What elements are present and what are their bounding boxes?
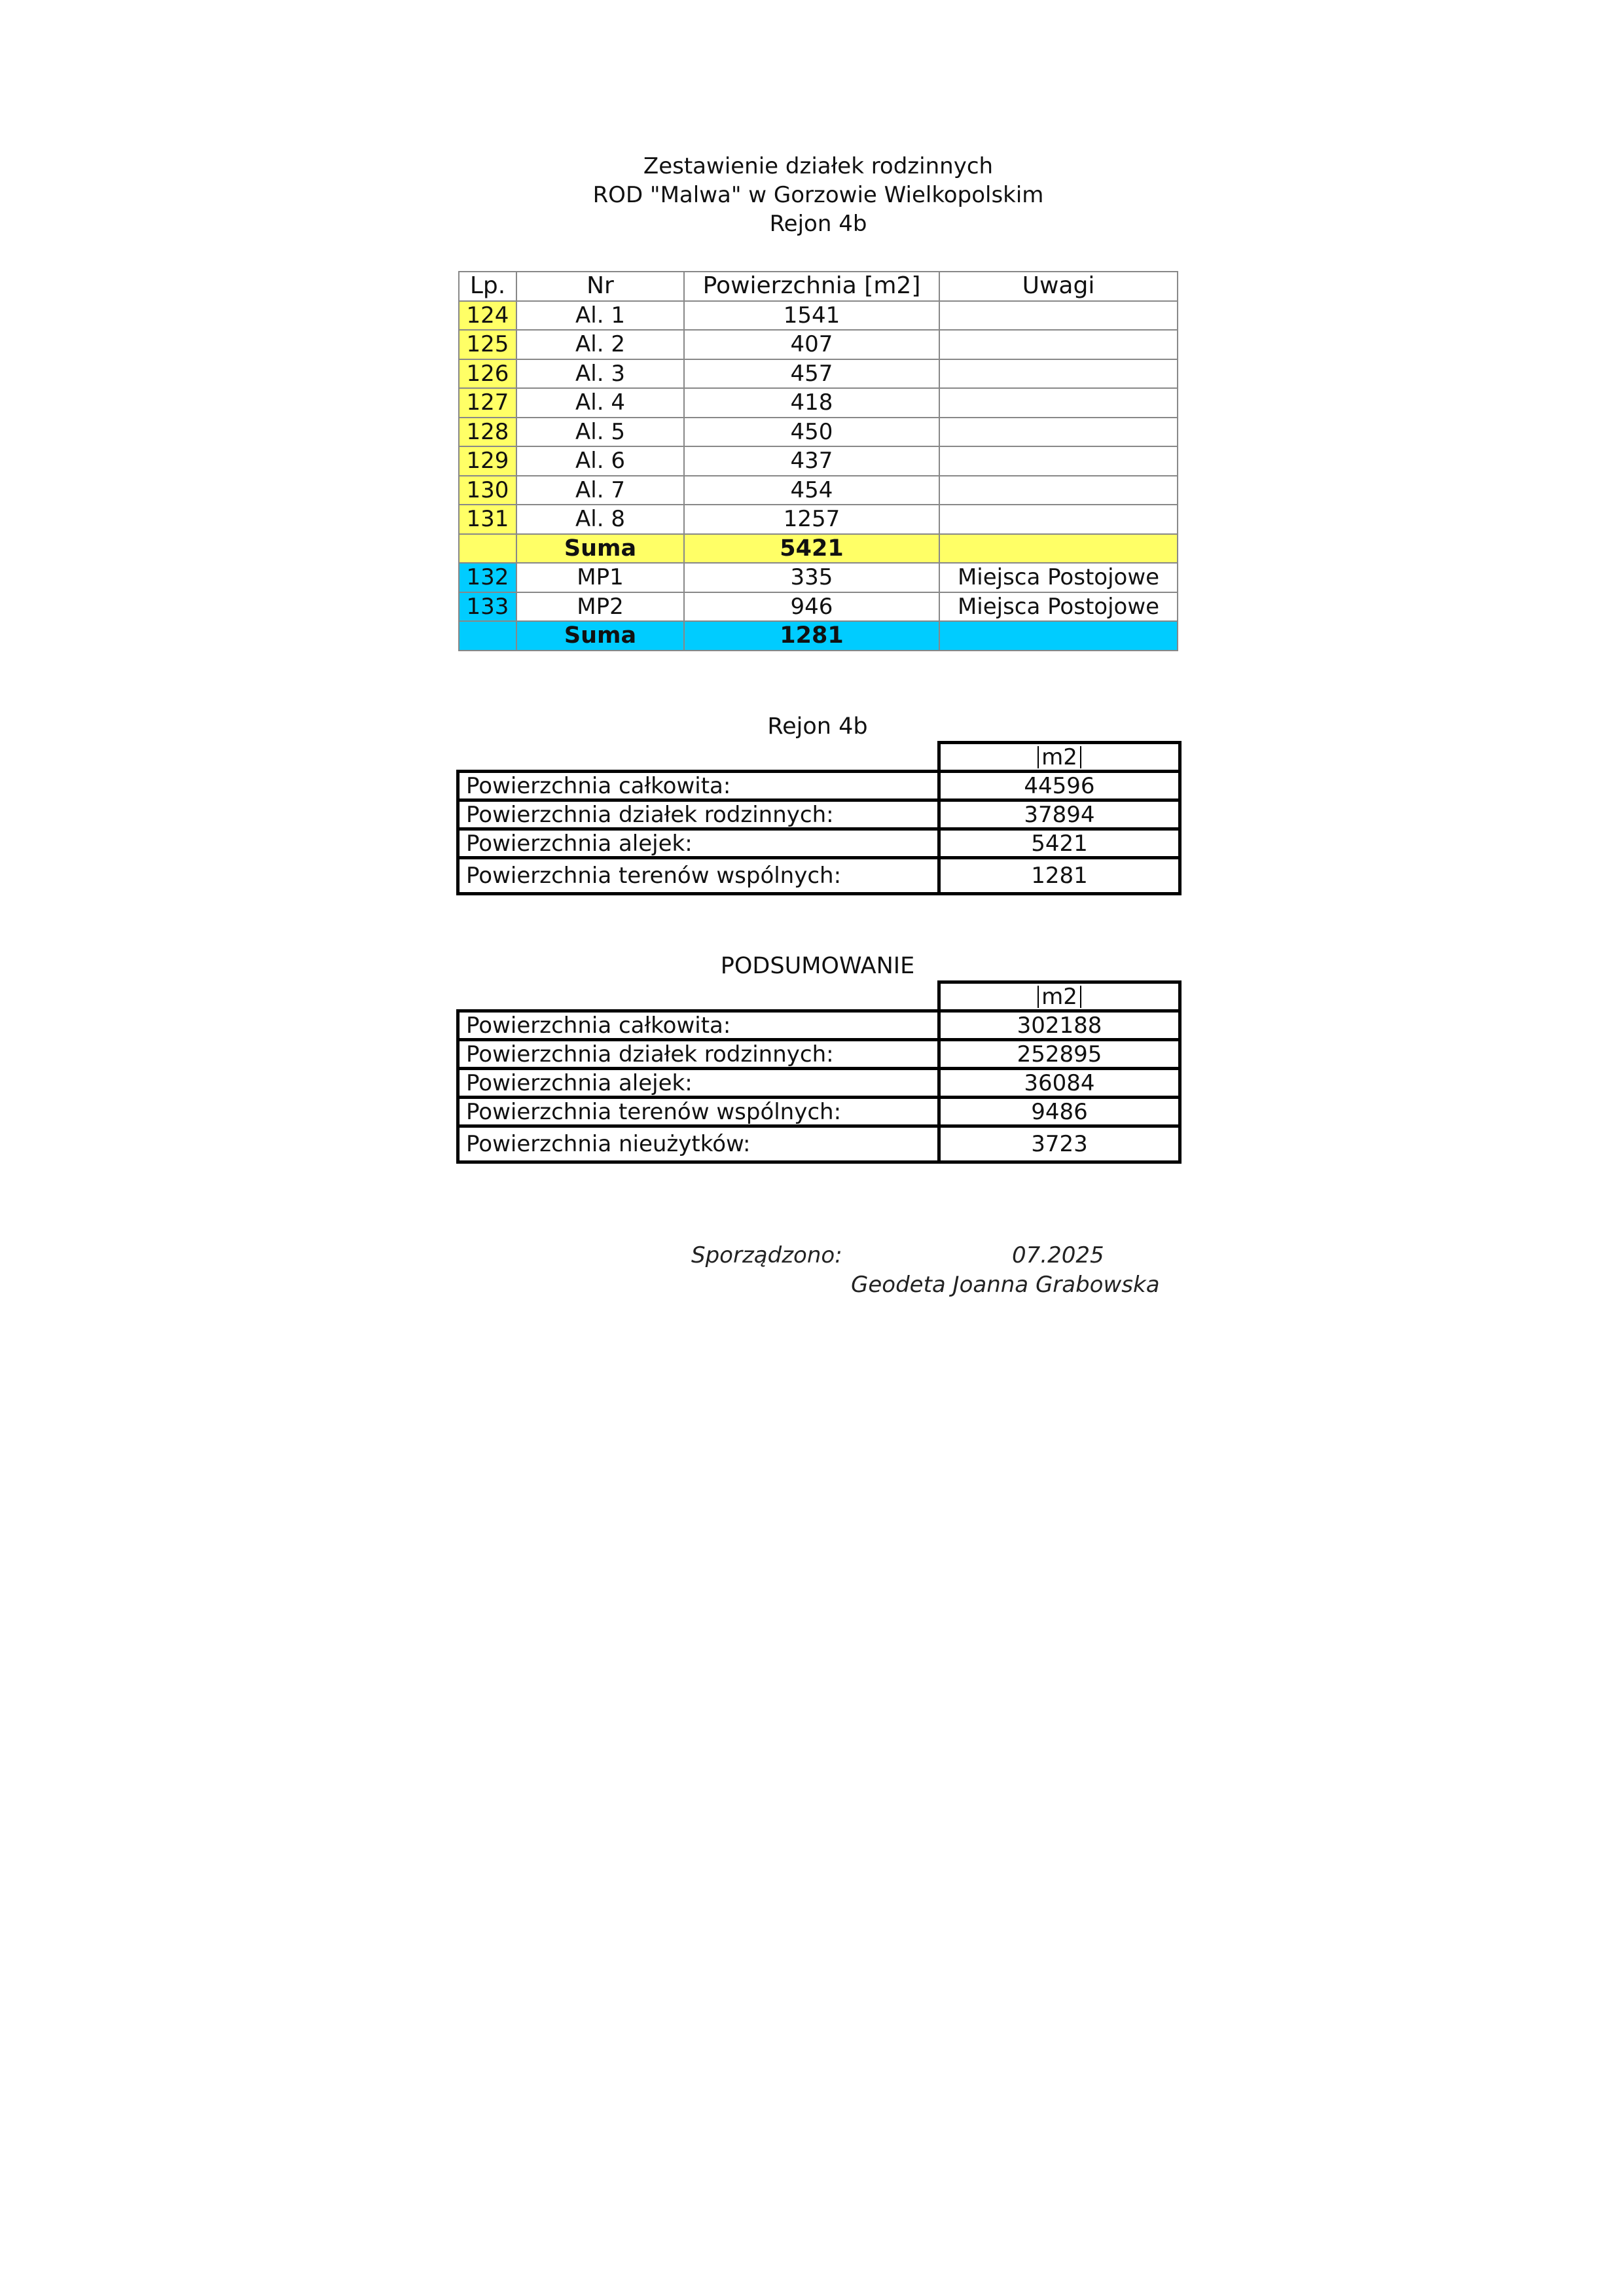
row-lp: 132 [459,563,516,592]
row-area: 457 [684,359,939,389]
row-area: 1541 [684,301,939,331]
row-lp: 125 [459,330,516,359]
sum-note-empty [939,534,1178,564]
row-area: 454 [684,476,939,505]
column-header-area: Powierzchnia [m2] [684,272,939,301]
alley-sum-label: Suma [516,534,684,564]
row-value: 44596 [939,772,1180,800]
row-nr: Al. 6 [516,446,684,476]
row-lp: 127 [459,388,516,418]
row-area: 450 [684,418,939,447]
table-row [459,359,1178,389]
row-area: 1257 [684,505,939,534]
row-label: Powierzchnia działek rodzinnych: [458,800,939,829]
title-line-2: ROD "Malwa" w Gorzowie Wielkopolskim [592,182,1044,208]
row-note [939,359,1178,389]
row-nr: Al. 4 [516,388,684,418]
table-row [458,1040,1180,1069]
title-line-1: Zestawienie działek rodzinnych [643,153,994,179]
row-label: Powierzchnia całkowita: [458,772,939,800]
row-area: 946 [684,592,939,622]
table-row [458,829,1180,858]
table-row [458,1126,1180,1162]
row-nr: Al. 1 [516,301,684,331]
row-value: 302188 [939,1011,1180,1040]
row-nr: MP1 [516,563,684,592]
row-area: 437 [684,446,939,476]
row-nr: Al. 3 [516,359,684,389]
table-row [458,1069,1180,1098]
row-nr: Al. 8 [516,505,684,534]
table-row [459,388,1178,418]
column-header-nr: Nr [516,272,684,301]
row-lp: 129 [459,446,516,476]
table-row [459,330,1178,359]
row-nr: Al. 2 [516,330,684,359]
document-title [458,152,1178,238]
prepared-label: Sporządzono: [691,1242,842,1268]
row-label: Powierzchnia działek rodzinnych: [458,1040,939,1069]
title-line-3: Rejon 4b [769,211,867,237]
row-lp: 130 [459,476,516,505]
table-row [458,1098,1180,1126]
sum-lp-empty [459,621,516,651]
row-note [939,505,1178,534]
summary-title: PODSUMOWANIE [720,953,915,979]
parking-sum-label: Suma [516,621,684,651]
author-signature: Geodeta Joanna Grabowska [851,1272,1160,1298]
row-area: 335 [684,563,939,592]
table-row [459,418,1178,447]
row-label: Powierzchnia alejek: [458,829,939,858]
table-row [459,563,1178,592]
sum-lp-empty [459,534,516,564]
row-value: 37894 [939,800,1180,829]
unit-label: m2 [939,982,1180,1011]
row-label: Powierzchnia całkowita: [458,1011,939,1040]
column-header-lp: Lp. [459,272,516,301]
row-label: Powierzchnia terenów wspólnych: [458,858,939,894]
column-header-notes: Uwagi [939,272,1178,301]
parking-sum-row [459,621,1178,651]
row-note [939,418,1178,447]
region-summary-table [456,741,1182,895]
table-row [458,772,1180,800]
row-nr: Al. 5 [516,418,684,447]
table-row [459,592,1178,622]
row-note [939,446,1178,476]
alley-sum-row [459,534,1178,564]
row-value: 5421 [939,829,1180,858]
table-header-row [459,272,1178,301]
row-label: Powierzchnia nieużytków: [458,1126,939,1162]
table-row [459,446,1178,476]
row-area: 407 [684,330,939,359]
row-note: Miejsca Postojowe [939,563,1178,592]
overall-summary-table [456,980,1182,1164]
row-note [939,301,1178,331]
row-lp: 133 [459,592,516,622]
row-label: Powierzchnia terenów wspólnych: [458,1098,939,1126]
table-row [459,505,1178,534]
region-title: Rejon 4b [767,713,868,740]
row-area: 418 [684,388,939,418]
row-value: 36084 [939,1069,1180,1098]
alley-sum-value: 5421 [684,534,939,564]
row-nr: MP2 [516,592,684,622]
row-value: 252895 [939,1040,1180,1069]
table-row [459,476,1178,505]
row-lp: 128 [459,418,516,447]
row-note [939,476,1178,505]
row-lp: 124 [459,301,516,331]
table-row [458,858,1180,894]
prepared-date: 07.2025 [1012,1242,1104,1268]
parking-sum-value: 1281 [684,621,939,651]
row-label: Powierzchnia alejek: [458,1069,939,1098]
table-row [458,800,1180,829]
row-value: 3723 [939,1126,1180,1162]
table-row [459,301,1178,331]
row-note: Miejsca Postojowe [939,592,1178,622]
unit-label: m2 [939,743,1180,772]
unit-row [458,743,1180,772]
row-note [939,330,1178,359]
row-note [939,388,1178,418]
row-lp: 126 [459,359,516,389]
sum-note-empty [939,621,1178,651]
row-lp: 131 [459,505,516,534]
table-row [458,1011,1180,1040]
row-value: 9486 [939,1098,1180,1126]
plots-table [458,271,1178,651]
row-value: 1281 [939,858,1180,894]
unit-row [458,982,1180,1011]
row-nr: Al. 7 [516,476,684,505]
